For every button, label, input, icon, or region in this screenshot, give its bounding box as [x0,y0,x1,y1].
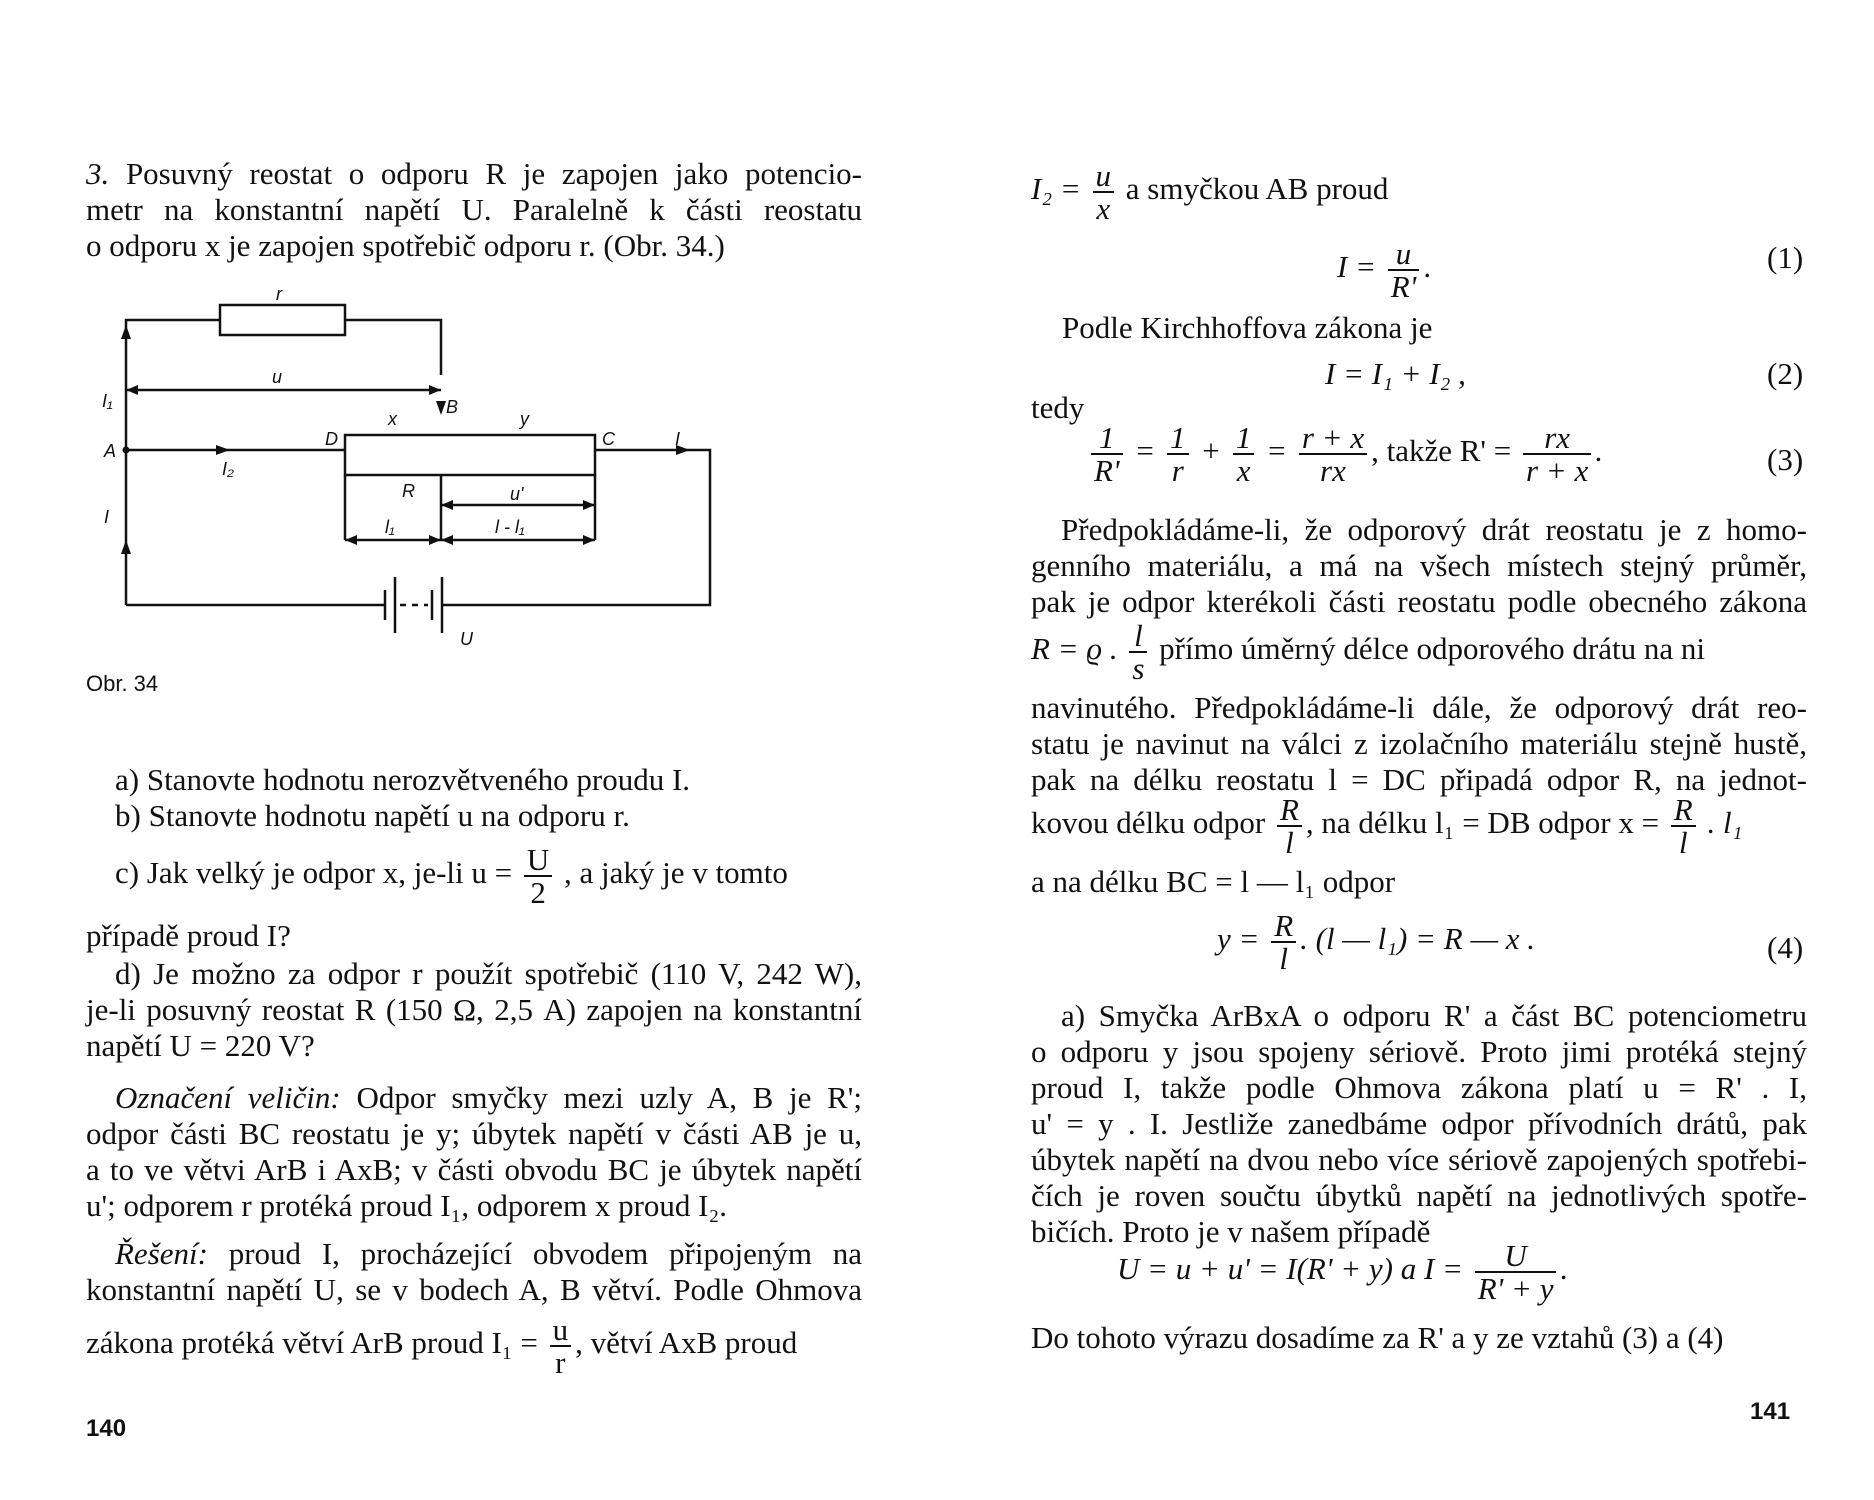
kirchhoff-line: Podle Kirchhoffova zákona je [1062,310,1433,345]
label-y: y [520,409,529,429]
fraction-u-over-r: $\frac{u}{r}$ [550,1314,572,1378]
questions [115,762,862,908]
question-b: b) Stanovte hodnotu napětí u na odporu r. [115,798,630,833]
label-u-prime: u' [510,484,524,504]
label-l1: l₁ [385,517,395,537]
page-number-right: 141 [1750,1398,1791,1425]
label-l-minus-l1: l - l₁ [495,517,525,537]
equation-2-number: (2) [1767,356,1804,391]
label-x: x [388,409,397,429]
label-I-right: I [675,429,681,449]
label-u: u [272,367,283,387]
bc-line: a na délku BC = l — l₁ odpor [1031,864,1396,899]
problem-line-1: 3. Posuvný reostat o odporu R je zapojen jako potencio- [86,156,863,191]
rheostat-R [345,435,595,475]
label-B: B [446,397,459,417]
question-c: c) Jak velký je odpor x, je-li u = $\frac{U}{2}$ , a jaký je v tomto [115,842,788,910]
notation-label: Označení veličin: [115,1080,341,1115]
circuit-diagram [90,285,740,655]
label-I-left: I [104,507,110,527]
problem-number: 3. [86,156,110,191]
figure-caption: Obr. 34 [86,671,159,696]
equation-5: U = u + u' = I(R' + y) a I = $\frac{U}{R' + y}$ . [1117,1238,1569,1306]
question-c-cont: případě proud I? [86,918,291,953]
resistor-r [220,305,345,335]
fraction-U-over-2: $\frac{U}{2}$ [524,844,552,908]
right-page [937,0,1874,1500]
equation-1-number: (1) [1767,240,1804,275]
solution-label: Řešení: [115,1236,208,1271]
i2-line: I₂ = $\frac{u}{x}$ a smyčkou AB proud [1031,158,1389,226]
paragraph-1: Předpokládáme-li, že odporový drát reostatu je z homo- genního materiálu, a má na všech místech stejný průměr, pak je odpor kterékoli části reostatu podle obecného zákona [1031,512,1807,619]
solution-paragraph: Řešení: proud I, procházející obvodem připojeným na konstantní napětí U, se v bodech A, B větví. Podle Ohmova zákona protéká větví ArB proud I₁ = $\frac{u}{r}$ , větví AxB proud [86,1236,862,1380]
problem-line-2: metr na konstantní napětí U. Paralelně k části reostatu [86,192,862,227]
label-C: C [602,429,615,449]
label-r: r [276,285,282,304]
label-R: R [402,481,415,501]
problem-line-3: o odporu x je zapojen spotřebič odporu r. (Obr. 34.) [86,228,725,263]
equation-2: I = I₁ + I₂ , [1325,356,1466,391]
label-I2: I₂ [222,459,234,479]
label-I1: I₁ [102,391,113,411]
paragraph-3: a) Smyčka ArBxA o odporu R' a část BC potenciometru o odporu y jsou spojeny sériově. Proto jimi protéká stejný proud I, takže podle Ohmova zákona platí u = R' . I, u' = y . I. Jestliže zanedbáme odpor přívodních drátů, pak úbytek napětí na dvou nebo více sériově zapojených spotřebi- čích je roven součtu úbytků napětí na jednotlivých spotře- bičích. Proto je v našem případě [1031,998,1807,1249]
final-line: Do tohoto výrazu dosadíme za R' a y ze vztahů (3) a (4) [1031,1320,1724,1355]
problem-statement [86,156,862,264]
equation-4: y = $\frac{R}{l}$ . (l — l₁) = R — x . [1217,908,1536,976]
question-d: d) Je možno za odpor r použít spotřebič (110 V, 242 W), je-li posuvný reostat R (150 Ω, 2,5 A) zapojen na konstantní napětí U = 220 V? [86,956,862,1063]
equation-1: I = $\frac{u}{R'}$ . [1337,236,1432,304]
label-U: U [460,629,473,649]
tedy-line: tedy [1031,390,1085,425]
rho-line: R = ϱ . $\frac{l}{s}$ přímo úměrný délce odporového drátu na ni [1031,618,1705,686]
label-D: D [325,429,338,449]
equation-4-number: (4) [1767,930,1804,965]
equation-3: $\frac{1}{R'}$ = $\frac{1}{r}$ + $\frac{1}{x}$ = $\frac{r + x}{rx}$ , takže R' = $\frac{rx}{r + x}$ . [1087,422,1603,486]
unit-length-line: kovou délku odpor $\frac{R}{l}$ , na délku l₁ = DB odpor x = $\frac{R}{l}$ . l₁ [1031,792,1743,860]
label-A: A [104,441,117,461]
equation-3-number: (3) [1767,442,1804,477]
question-a: a) Stanovte hodnotu nerozvětveného proudu I. [115,762,691,797]
paragraph-2: navinutého. Předpokládáme-li dále, že odporový drát reo- statu je navinut na válci z izolačního materiálu stejně hustě, pak na délku reostatu l = DC připadá odpor R, na jednot- [1031,690,1807,797]
page-number-left: 140 [86,1415,127,1442]
notation-paragraph: Označení veličin: Odpor smyčky mezi uzly A, B je R'; odpor části BC reostatu je y; úbytek napětí v části AB je u, a to ve větvi ArB i AxB; v části obvodu BC je úbytek napětí u'; odporem r protéká proud I₁, odporem x proud I₂. [86,1080,862,1223]
